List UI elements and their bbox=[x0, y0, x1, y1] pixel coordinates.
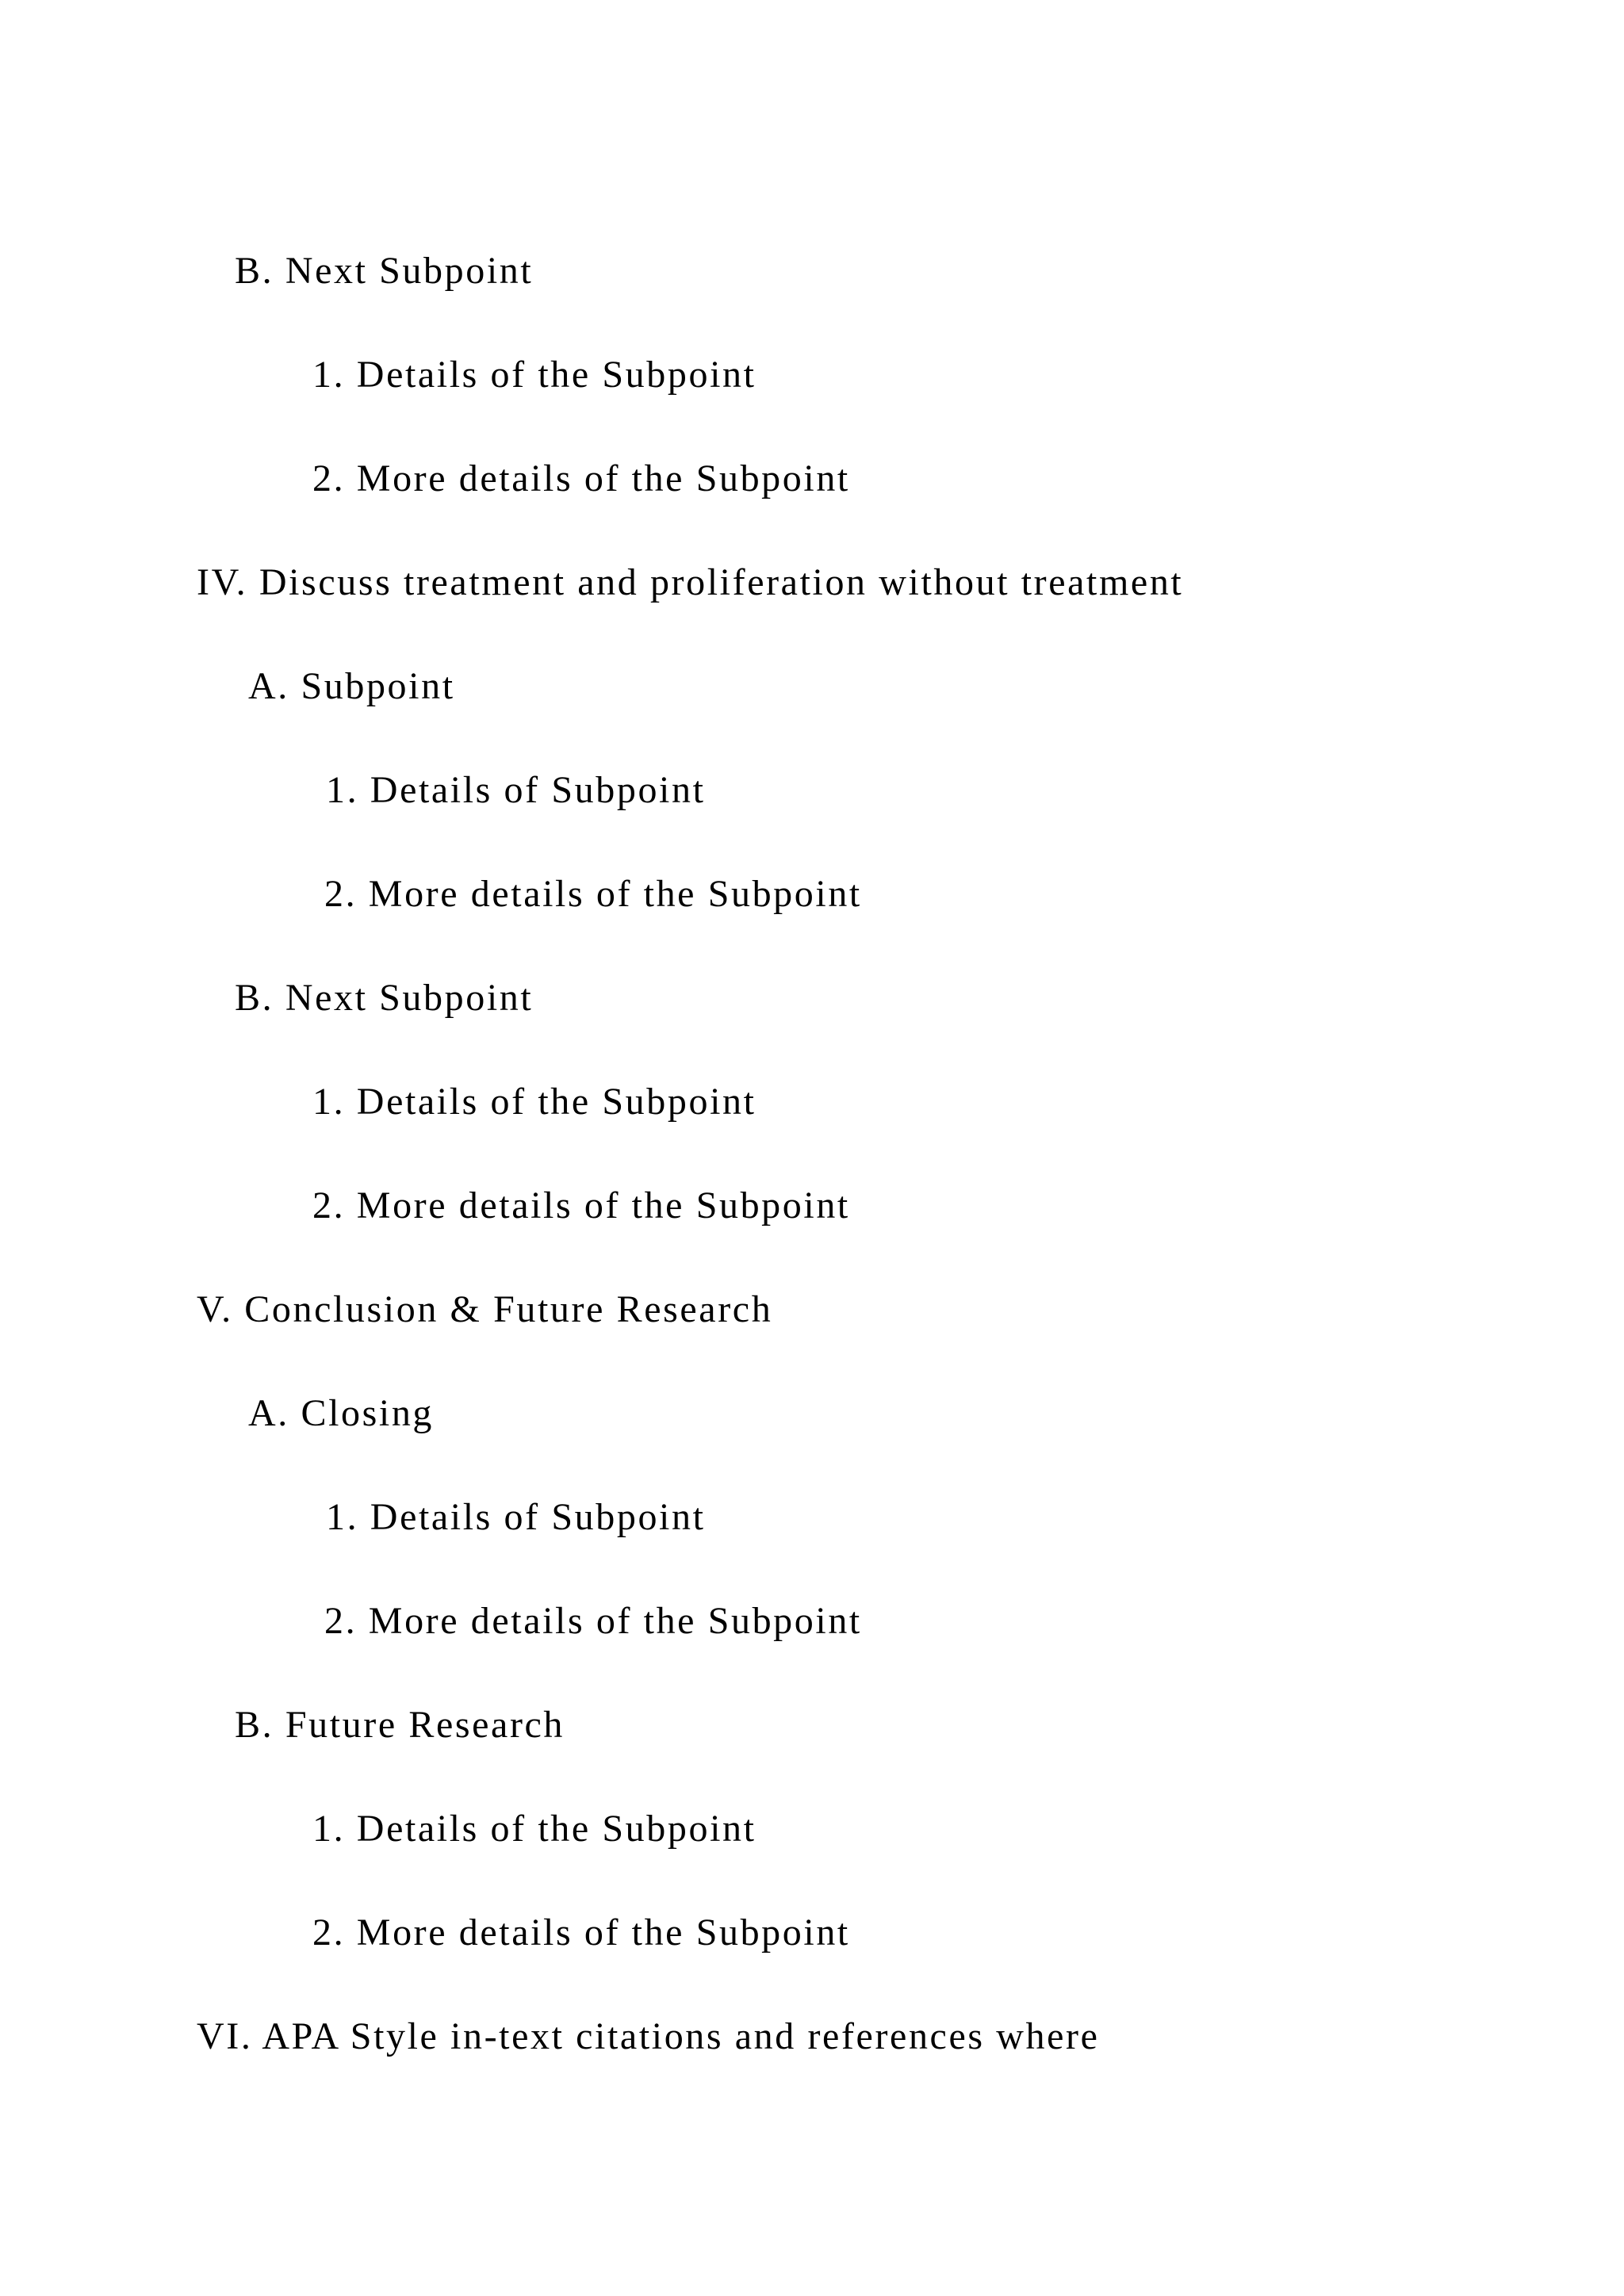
outline-subpoint-closing: A. Closing bbox=[248, 1392, 435, 1434]
outline-section-v: V. Conclusion & Future Research bbox=[197, 1288, 773, 1330]
outline-detail-1: 1. Details of Subpoint bbox=[326, 1496, 706, 1538]
outline-subpoint-next: B. Next Subpoint bbox=[235, 977, 534, 1019]
outline-subpoint-a: A. Subpoint bbox=[248, 665, 455, 707]
outline-detail-1: 1. Details of Subpoint bbox=[326, 769, 706, 811]
outline-detail-2: 2. More details of the Subpoint bbox=[324, 1600, 862, 1642]
outline-detail-2: 2. More details of the Subpoint bbox=[312, 457, 850, 499]
outline-section-iv: IV. Discuss treatment and proliferation without treatment bbox=[197, 561, 1184, 603]
outline-detail-1: 1. Details of the Subpoint bbox=[312, 1081, 756, 1123]
outline-detail-2: 2. More details of the Subpoint bbox=[312, 1911, 850, 1954]
outline-section-vi: VI. APA Style in-text citations and references where bbox=[197, 2015, 1100, 2057]
outline-subpoint-future-research: B. Future Research bbox=[235, 1704, 565, 1746]
outline-subpoint-next: B. Next Subpoint bbox=[235, 250, 534, 292]
outline-detail-1: 1. Details of the Subpoint bbox=[312, 354, 756, 396]
outline-detail-2: 2. More details of the Subpoint bbox=[324, 873, 862, 915]
outline-detail-2: 2. More details of the Subpoint bbox=[312, 1184, 850, 1226]
outline-detail-1: 1. Details of the Subpoint bbox=[312, 1808, 756, 1850]
